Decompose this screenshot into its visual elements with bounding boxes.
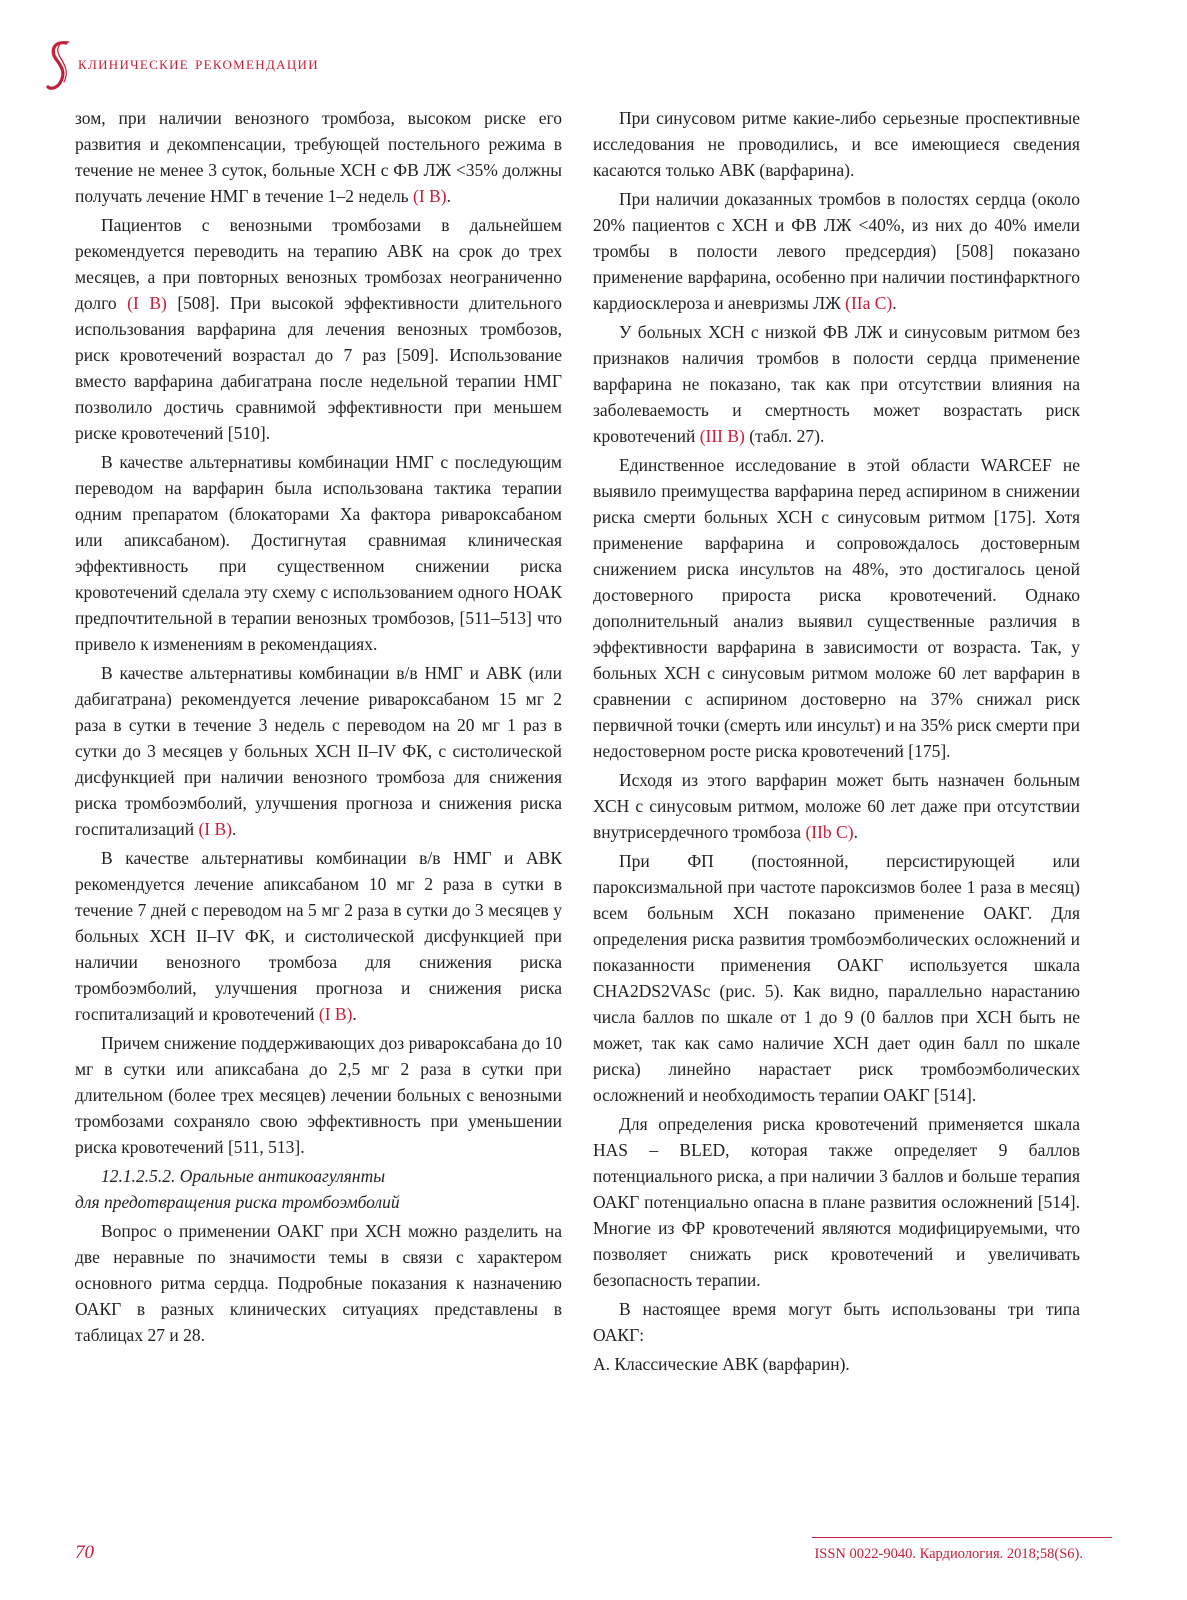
- list-item: А. Классические АВК (варфарин).: [593, 1354, 850, 1374]
- right-column: [593, 105, 1080, 1380]
- red-s-logo-icon: [44, 39, 74, 91]
- recommendation-grade: (I B): [127, 293, 167, 313]
- left-column: [75, 105, 562, 1351]
- paragraph: Вопрос о применении ОАКГ при ХСН можно разделить на две неравные по значимости темы в связи с характером основного ритма сердца. Подробные показания к назначению ОАКГ в разных клинических ситуациях представлены в таблицах 27 и 28.: [75, 1221, 562, 1345]
- recommendation-grade: (I B): [413, 186, 447, 206]
- subsection-heading: 12.1.2.5.2. Оральные антикоагулянты для предотвращения риска тромбоэмболий: [75, 1166, 400, 1212]
- section-title: клинические рекомендации: [78, 53, 319, 74]
- paragraph: зом, при наличии венозного тромбоза, высоком риске его развития и декомпенсации, требующей постельного режима в течение не менее 3 суток, больные ХСН с ФВ ЛЖ <35% должны получать лечение НМГ в течение 1–2 недель (I B).: [75, 108, 562, 206]
- paragraph: В настоящее время могут быть использованы три типа ОАКГ:: [593, 1299, 1080, 1345]
- recommendation-grade: (I B): [198, 819, 232, 839]
- paragraph: При наличии доказанных тромбов в полостях сердца (около 20% пациентов с ХСН и ФВ ЛЖ <40%, из них до 40% имели тромбы в полости левого предсердия) [508] показано применение варфарина, особенно при наличии постинфарктного кардиосклероза и аневризмы ЛЖ (IIa C).: [593, 189, 1080, 313]
- recommendation-grade: (I B): [318, 1004, 353, 1024]
- paragraph: При ФП (постоянной, персистирующей или пароксизмальной при частоте пароксизмов более 1 раза в месяц) всем больным ХСН показано применение ОАКГ. Для определения риска развития тромбоэмболических осложнений и показанности применения ОАКГ используется шкала CHA2DS2VASc (рис. 5). Как видно, параллельно нарастанию числа баллов по шкале от 1 до 9 (0 баллов при ХСН быть не может, так как само наличие ХСН дает один балл по шкале риска) линейно нарастает риск тромбоэмболических осложнений и необходимость терапии ОАКГ [514].: [593, 851, 1080, 1105]
- paragraph: Причем снижение поддерживающих доз ривароксабана до 10 мг в сутки или апиксабана до 2,5 мг 2 раза в сутки при длительном (более трех месяцев) лечении больных с венозными тромбозами сохраняло свою эффективность при уменьшении риска кровотечений [511, 513].: [75, 1033, 562, 1157]
- paragraph: Исходя из этого варфарин может быть назначен больным ХСН с синусовым ритмом, моложе 60 лет даже при отсутствии внутрисердечного тромбоза (IIb C).: [593, 770, 1080, 842]
- paragraph: Для определения риска кровотечений применяется шкала HAS – BLED, которая также определяет 9 баллов потенциального риска, а при наличии 3 баллов и больше терапия ОАКГ потенциально опасна в плане развития осложнений [514]. Многие из ФР кровотечений являются модифицируемыми, что позволяет снижать риск кровотечений и увеличивать безопасность терапии.: [593, 1114, 1080, 1290]
- paragraph: В качестве альтернативы комбинации в/в НМГ и АВК (или дабигатрана) рекомендуется лечение ривароксабаном 15 мг 2 раза в сутки в течение 3 недель с переводом на 20 мг 1 раз в сутки до 3 месяцев у больных ХСН II–IV ФК, с систолической дисфункцией при наличии венозного тромбоза для снижения риска тромбоэмболий, улучшения прогноза и снижения риска госпитализаций (I B).: [75, 663, 562, 839]
- paragraph: В качестве альтернативы комбинации НМГ с последующим переводом на варфарин была использована тактика терапии одним препаратом (блокаторами Ха фактора ривароксабаном или апиксабаном). Достигнутая сравнимая клиническая эффективность при существенном снижении риска кровотечений сделала эту схему с использованием одного НОАК предпочтительной в терапии венозных тромбозов, [511–513] что привело к изменениям в рекомендациях.: [75, 452, 562, 654]
- paragraph: Единственное исследование в этой области WARCEF не выявило преимущества варфарина перед аспирином в снижении риска смерти больных ХСН с синусовым ритмом [175]. Хотя применение варфарина и сопровождалось достоверным снижением риска инсультов на 48%, это достигалось ценой достоверного прироста риска кровотечений. Однако дополнительный анализ выявил существенные различия в эффективности варфарина в зависимости от возраста. Так, у больных ХСН с синусовым ритмом моложе 60 лет варфарин в сравнении с аспирином достоверно на 37% снижал риск первичной точки (смерть или инсульт) и на 35% риск смерти при недостоверном росте риска кровотечений [175].: [593, 455, 1080, 761]
- paragraph: В качестве альтернативы комбинации в/в НМГ и АВК рекомендуется лечение апиксабаном 10 мг 2 раза в сутки в течение 7 дней с переводом на 5 мг 2 раза в сутки до 3 месяцев у больных ХСН II–IV ФК, и систолической дисфункцией при наличии венозного тромбоза для снижения риска тромбоэмболий, улучшения прогноза и снижения риска госпитализаций и кровотечений (I B).: [75, 848, 562, 1024]
- paragraph: Пациентов с венозными тромбозами в дальнейшем рекомендуется переводить на терапию АВК на срок до трех месяцев, а при повторных венозных тромбозах неограниченно долго (I B) [508]. При высокой эффективности длительного использования варфарина для лечения венозных тромбозов, риск кровотечений возрастал до 7 раз [509]. Использование вместо варфарина дабигатрана после недельной терапии НМГ позволило достичь сравнимой эффективности при меньшем риске кровотечений [510].: [75, 215, 563, 443]
- page-header: [44, 40, 319, 90]
- recommendation-grade: (IIb C): [805, 822, 854, 842]
- recommendation-grade: (IIa C): [845, 293, 893, 313]
- page-number: 70: [75, 1542, 94, 1563]
- paragraph: У больных ХСН с низкой ФВ ЛЖ и синусовым ритмом без признаков наличия тромбов в полости сердца применение варфарина не показано, так как при отсутствии влияния на заболеваемость и смертность может возрастать риск кровотечений (III B) (табл. 27).: [593, 322, 1080, 446]
- paragraph: При синусовом ритме какие-либо серьезные проспективные исследования не проводились, и все имеющиеся сведения касаются только АВК (варфарина).: [593, 108, 1080, 180]
- journal-citation: ISSN 0022-9040. Кардиология. 2018;58(S6).: [814, 1546, 1083, 1562]
- footer-divider: [812, 1537, 1112, 1538]
- recommendation-grade: (III B): [699, 426, 745, 446]
